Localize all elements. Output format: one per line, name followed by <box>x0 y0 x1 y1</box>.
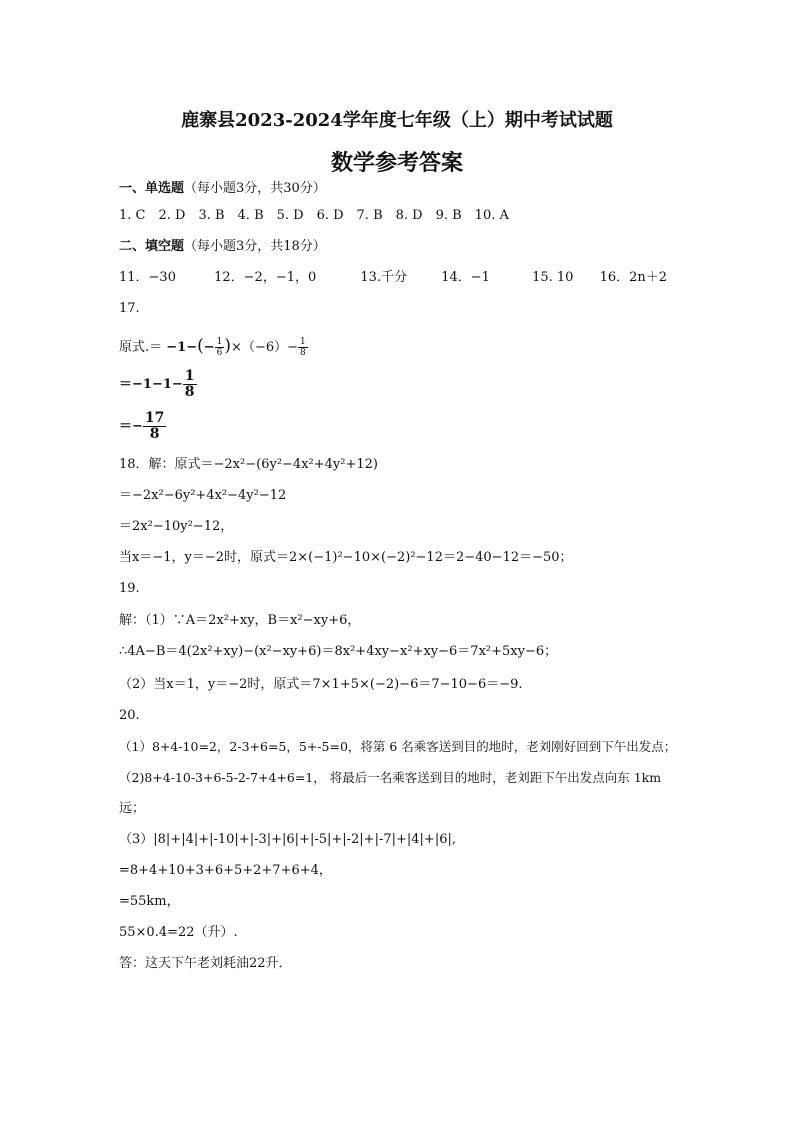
paper-subtitle: 数学参考答案 <box>330 150 463 176</box>
q20-line8: 答：这天下午老刘耗油22升． <box>119 956 292 971</box>
q20-line1: （1）8+4-10=2，2-3+6=5，5+-5=0，将第 6 名乘客送到目的地时，老刘刚好回到下午出发点； <box>119 739 677 754</box>
section1-answers: 1. C 2. D 3. B 4. B 5. D 6. D 7. B 8. D 9. B 10. A <box>119 208 509 223</box>
q20-line4: （3）|8|+|4|+|-10|+|-3|+|6|+|-5|+|-2|+|-7|+|4|+|6|, <box>119 832 456 847</box>
q17-step1: 原式.＝ −1−(− $\frac{1}{6}$ )×（−6）− $\frac{1}{8}$ <box>119 336 306 358</box>
answer-15: 15. 10 <box>532 270 574 285</box>
q17-step2-frac <box>183 369 197 400</box>
q17-step2-head: ＝−1−1− <box>119 377 183 392</box>
q19-line2: ∴4A−B＝4(2x²+xy)−(x²−xy+6)＝8x²+4xy−x²+xy−6＝7x²+5xy−6； <box>119 644 558 659</box>
q20-line3: 远； <box>119 801 146 816</box>
q19-line3: （2）当x＝1，y＝−2时，原式＝7×1+5×(−2)−6＝7−10−6＝−9. <box>119 677 523 692</box>
q17-step3-num: 17 <box>144 410 165 426</box>
answer-12: 12．−2，−1，0 <box>214 270 317 285</box>
q20-label: 20. <box>119 708 140 723</box>
answer-16: 16．2n＋2 <box>599 270 668 285</box>
section1-heading-line <box>119 180 326 198</box>
q19-line1: 解：（1）∵A＝2x²+xy，B＝x²−xy+6， <box>119 613 361 628</box>
section2-heading-line <box>119 238 326 256</box>
q17-step3 <box>119 410 166 444</box>
q17-frac2-num: 1 <box>300 337 306 347</box>
q18-line2: ＝−2x²−6y²+4x²−4y²−12 <box>119 488 287 503</box>
q20-line2: （2)8+4-10-3+6-5-2-7+4+6=1， 将最后一名乘客送到目的地时，老刘距下午出发点向东 1km <box>119 770 662 785</box>
section1-note: （每小题3分，共30分） <box>184 181 326 196</box>
answer-13: 13.千分 <box>360 270 408 285</box>
q17-label: 17. <box>119 301 140 316</box>
q17-step2 <box>119 368 197 402</box>
q18-line3: ＝2x²−10y²−12， <box>119 519 234 534</box>
q17-frac1-den: 6 <box>216 348 223 358</box>
q20-line7: 55×0.4=22（升）. <box>119 925 238 940</box>
q17-step3-head: ＝− <box>119 419 143 434</box>
q17-step1-head: −1− <box>166 340 198 355</box>
q19-label: 19. <box>119 581 140 596</box>
section2-answers <box>119 269 667 287</box>
answer-11: 11．−30 <box>119 270 176 285</box>
q17-step1-neg: − <box>203 340 215 355</box>
q18-line1: 18．解：原式＝−2x²−(6y²−4x²+4y²+12) <box>119 457 378 472</box>
q17-step3-den: 8 <box>149 426 160 442</box>
q17-frac-1-6 <box>215 337 225 358</box>
q20-line5: =8+4+10+3+6+5+2+7+6+4， <box>119 863 332 878</box>
q17-prefix: 原式.＝ <box>119 340 163 355</box>
section2-note: （每小题3分，共18分） <box>184 239 326 254</box>
q17-step1-mid: ×（−6）− <box>231 340 298 355</box>
section2-heading: 二、填空题 <box>119 239 185 254</box>
q18-line4: 当x＝−1，y＝−2时，原式＝2×(−1)²−10×(−2)²−12＝2−40−12＝−50； <box>119 550 573 565</box>
q17-step2-num: 1 <box>184 368 195 384</box>
q17-step2-den: 8 <box>184 384 195 400</box>
q20-line6: =55km， <box>119 894 180 909</box>
section1-heading: 一、单选题 <box>119 181 185 196</box>
paper-title: 鹿寨县2023-2024学年度七年级（上）期中考试试题 <box>181 110 613 131</box>
q17-frac2-den: 8 <box>300 348 306 358</box>
q17-frac-1-8 <box>298 337 308 358</box>
q17-frac1-num: 1 <box>216 337 223 347</box>
answer-14: 14．−1 <box>441 270 490 285</box>
q17-step3-frac <box>143 411 166 442</box>
